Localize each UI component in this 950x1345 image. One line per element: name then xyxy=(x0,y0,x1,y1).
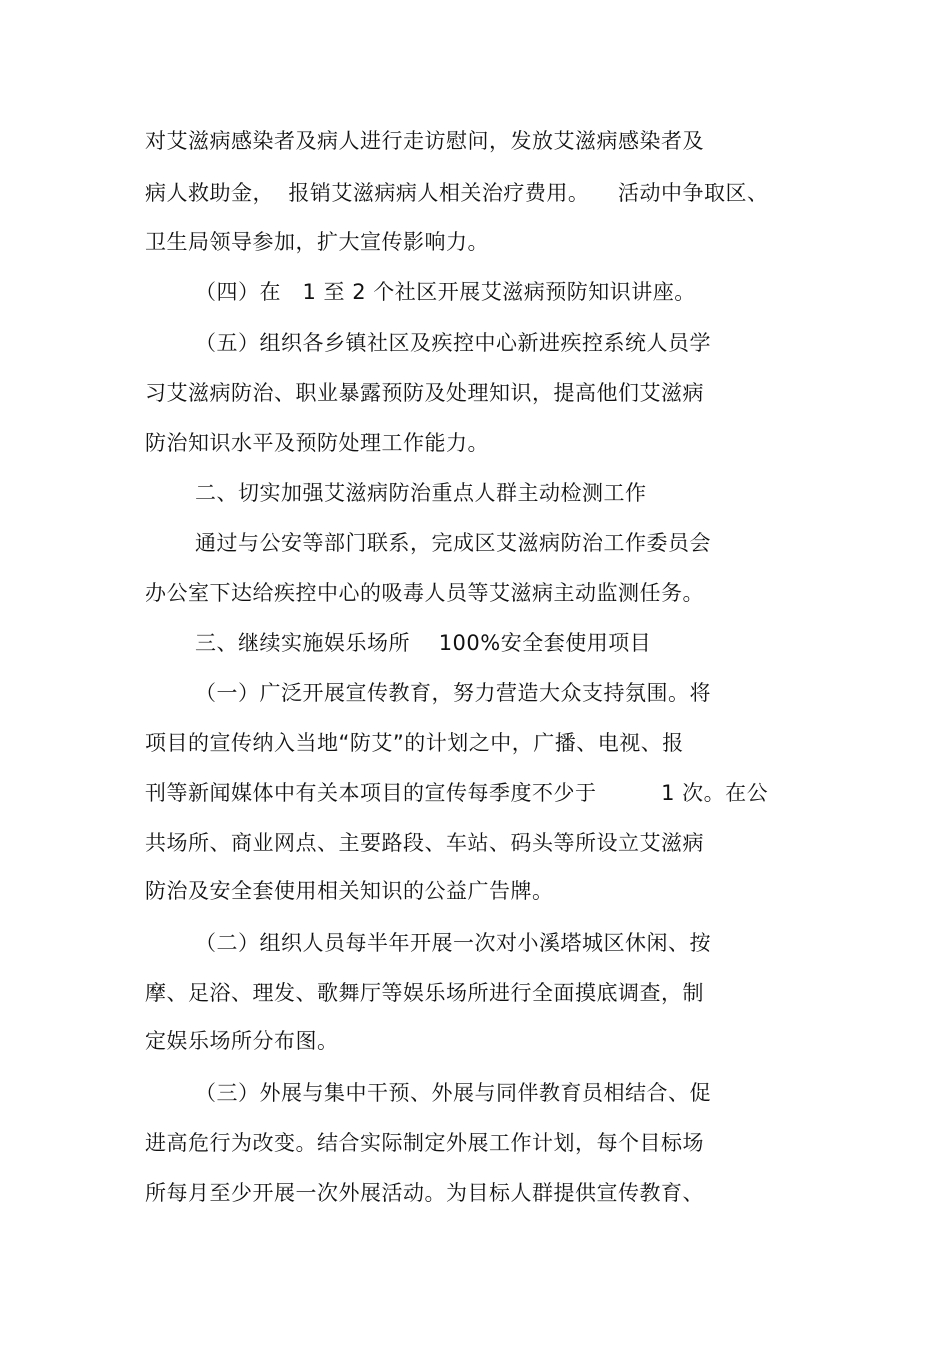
text-line: 习艾滋病防治、职业暴露预防及处理知识，提高他们艾滋病 xyxy=(145,381,704,405)
text-line: （一）广泛开展宣传教育，努力营造大众支持氛围。将 xyxy=(195,681,711,705)
text-line: 所每月至少开展一次外展活动。为目标人群提供宣传教育、 xyxy=(145,1181,704,1205)
text-line: （三）外展与集中干预、外展与同伴教育员相结合、促 xyxy=(195,1081,711,1105)
text-line: 定娱乐场所分布图。 xyxy=(145,1029,339,1053)
section-heading: 二、切实加强艾滋病防治重点人群主动检测工作 xyxy=(195,481,647,505)
text-line: 防治及安全套使用相关知识的公益广告牌。 xyxy=(145,879,554,903)
section-heading: 三、继续实施娱乐场所 100%安全套使用项目 xyxy=(195,631,652,655)
text-line: 通过与公安等部门联系，完成区艾滋病防治工作委员会 xyxy=(195,531,711,555)
text-line: 防治知识水平及预防处理工作能力。 xyxy=(145,431,489,455)
text-line: 项目的宣传纳入当地“防艾”的计划之中，广播、电视、报 xyxy=(145,731,684,755)
text-line: 卫生局领导参加，扩大宣传影响力。 xyxy=(145,230,489,254)
text-line: 病人救助金， 报销艾滋病病人相关治疗费用。 活动中争取区、 xyxy=(145,181,769,205)
text-line: （五）组织各乡镇社区及疾控中心新进疾控系统人员学 xyxy=(195,331,711,355)
text-line: 进高危行为改变。结合实际制定外展工作计划，每个目标场 xyxy=(145,1131,704,1155)
text-line: 办公室下达给疾控中心的吸毒人员等艾滋病主动监测任务。 xyxy=(145,581,704,605)
text-line: 刊等新闻媒体中有关本项目的宣传每季度不少于 1 次。在公 xyxy=(145,781,769,805)
text-line: （四）在 1 至 2 个社区开展艾滋病预防知识讲座。 xyxy=(195,280,696,304)
text-line: （二）组织人员每半年开展一次对小溪塔城区休闲、按 xyxy=(195,931,711,955)
text-line: 摩、足浴、理发、歌舞厅等娱乐场所进行全面摸底调查，制 xyxy=(145,981,704,1005)
text-line: 对艾滋病感染者及病人进行走访慰问，发放艾滋病感染者及 xyxy=(145,129,704,153)
text-line: 共场所、商业网点、主要路段、车站、码头等所设立艾滋病 xyxy=(145,831,704,855)
